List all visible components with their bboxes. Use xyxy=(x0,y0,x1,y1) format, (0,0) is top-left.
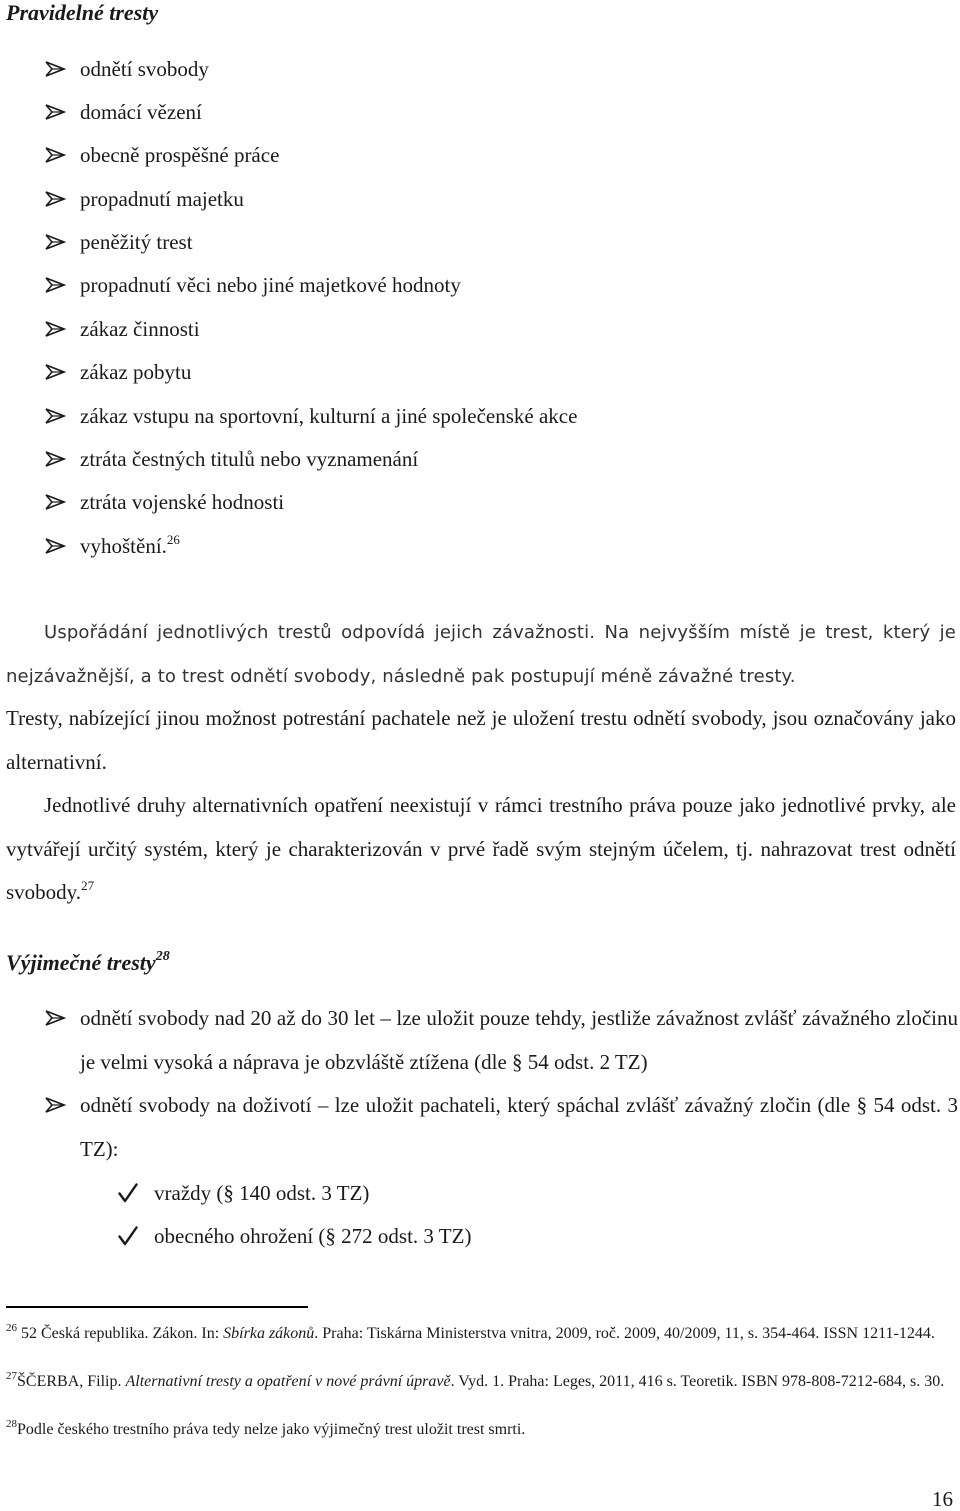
heading-regular-penalties: Pravidelné tresty xyxy=(6,0,159,25)
footnote-separator xyxy=(6,1306,308,1308)
arrowhead-bullet-icon xyxy=(44,359,66,385)
paragraph-ordering: Uspořádání jednotlivých trestů odpovídá jejich závažnosti. Na nejvyšším místě je trest, který je nejzávažnější, a to trest odnětí svobody, následně pak postupují méně závažné tresty. xyxy=(6,622,956,687)
arrowhead-bullet-icon xyxy=(44,56,66,82)
page-number: 16 xyxy=(932,1487,953,1511)
paragraph-system: Jednotlivé druhy alternativních opatření neexistují v rámci trestního práva pouze jako jednotlivé prvky, ale vytvářejí určitý systém, který je charakterizován v prvé řadě svým stejným účelem, tj. nahrazovat trest odnětí svobody.$^{27}$ xyxy=(6,793,956,904)
arrowhead-bullet-icon xyxy=(44,533,66,559)
arrowhead-bullet-icon xyxy=(44,229,66,255)
arrowhead-bullet-icon xyxy=(44,316,66,342)
list-item: odnětí svobody nad 20 až do 30 let – lze uložit pouze tehdy, jestliže závažnost zvlášť závažného zločinu je velmi vysoká a náprava je obzvláště ztížena (dle § 54 odst. 2 TZ) xyxy=(44,997,958,1084)
heading-exceptional-penalties: Výjimečné tresty$^{28}$ xyxy=(6,949,170,975)
footnote-27: $^{27}$ŠČERBA, Filip. Alternativní tresty a opatření v nové právní úpravě. Vyd. 1. Praha: Leges, 2011, 416 s. Teoretik. ISBN 978-808-7212-684, s. 30. xyxy=(6,1370,945,1390)
footnote-ref-28[interactable]: 28 xyxy=(155,949,170,964)
arrowhead-bullet-icon xyxy=(44,1092,66,1118)
arrowhead-bullet-icon xyxy=(44,403,66,429)
paragraph-alternative: Tresty, nabízející jinou možnost potrestání pachatele než je uložení trestu odnětí svobody, jsou označovány jako alternativní. xyxy=(6,706,956,774)
arrowhead-bullet-icon xyxy=(44,272,66,298)
footnote-ref-26[interactable]: 26 xyxy=(166,532,180,547)
arrowhead-bullet-icon xyxy=(44,99,66,125)
checkmark-icon xyxy=(118,1182,138,1204)
footnote-26: $^{26}$ 52 Česká republika. Zákon. In: Sbírka zákonů. Praha: Tiskárna Ministerstva vnitra, 2009, roč. 2009, 40/2009, 11, s. 354-464. ISSN 1211-1244. xyxy=(6,1322,935,1342)
arrowhead-bullet-icon xyxy=(44,1005,66,1031)
arrowhead-bullet-icon xyxy=(44,186,66,212)
arrowhead-bullet-icon xyxy=(44,489,66,515)
arrowhead-bullet-icon xyxy=(44,142,66,168)
arrowhead-bullet-icon xyxy=(44,446,66,472)
list-item: odnětí svobody na doživotí – lze uložit pachateli, který spáchal zvlášť závažný zločin (dle § 54 odst. 3 TZ): xyxy=(44,1084,958,1171)
footnote-28: $^{28}$Podle českého trestního práva tedy nelze jako výjimečný trest uložit trest smrti. xyxy=(6,1418,526,1438)
checkmark-icon xyxy=(118,1225,138,1247)
footnote-ref-27[interactable]: 27 xyxy=(81,878,95,893)
